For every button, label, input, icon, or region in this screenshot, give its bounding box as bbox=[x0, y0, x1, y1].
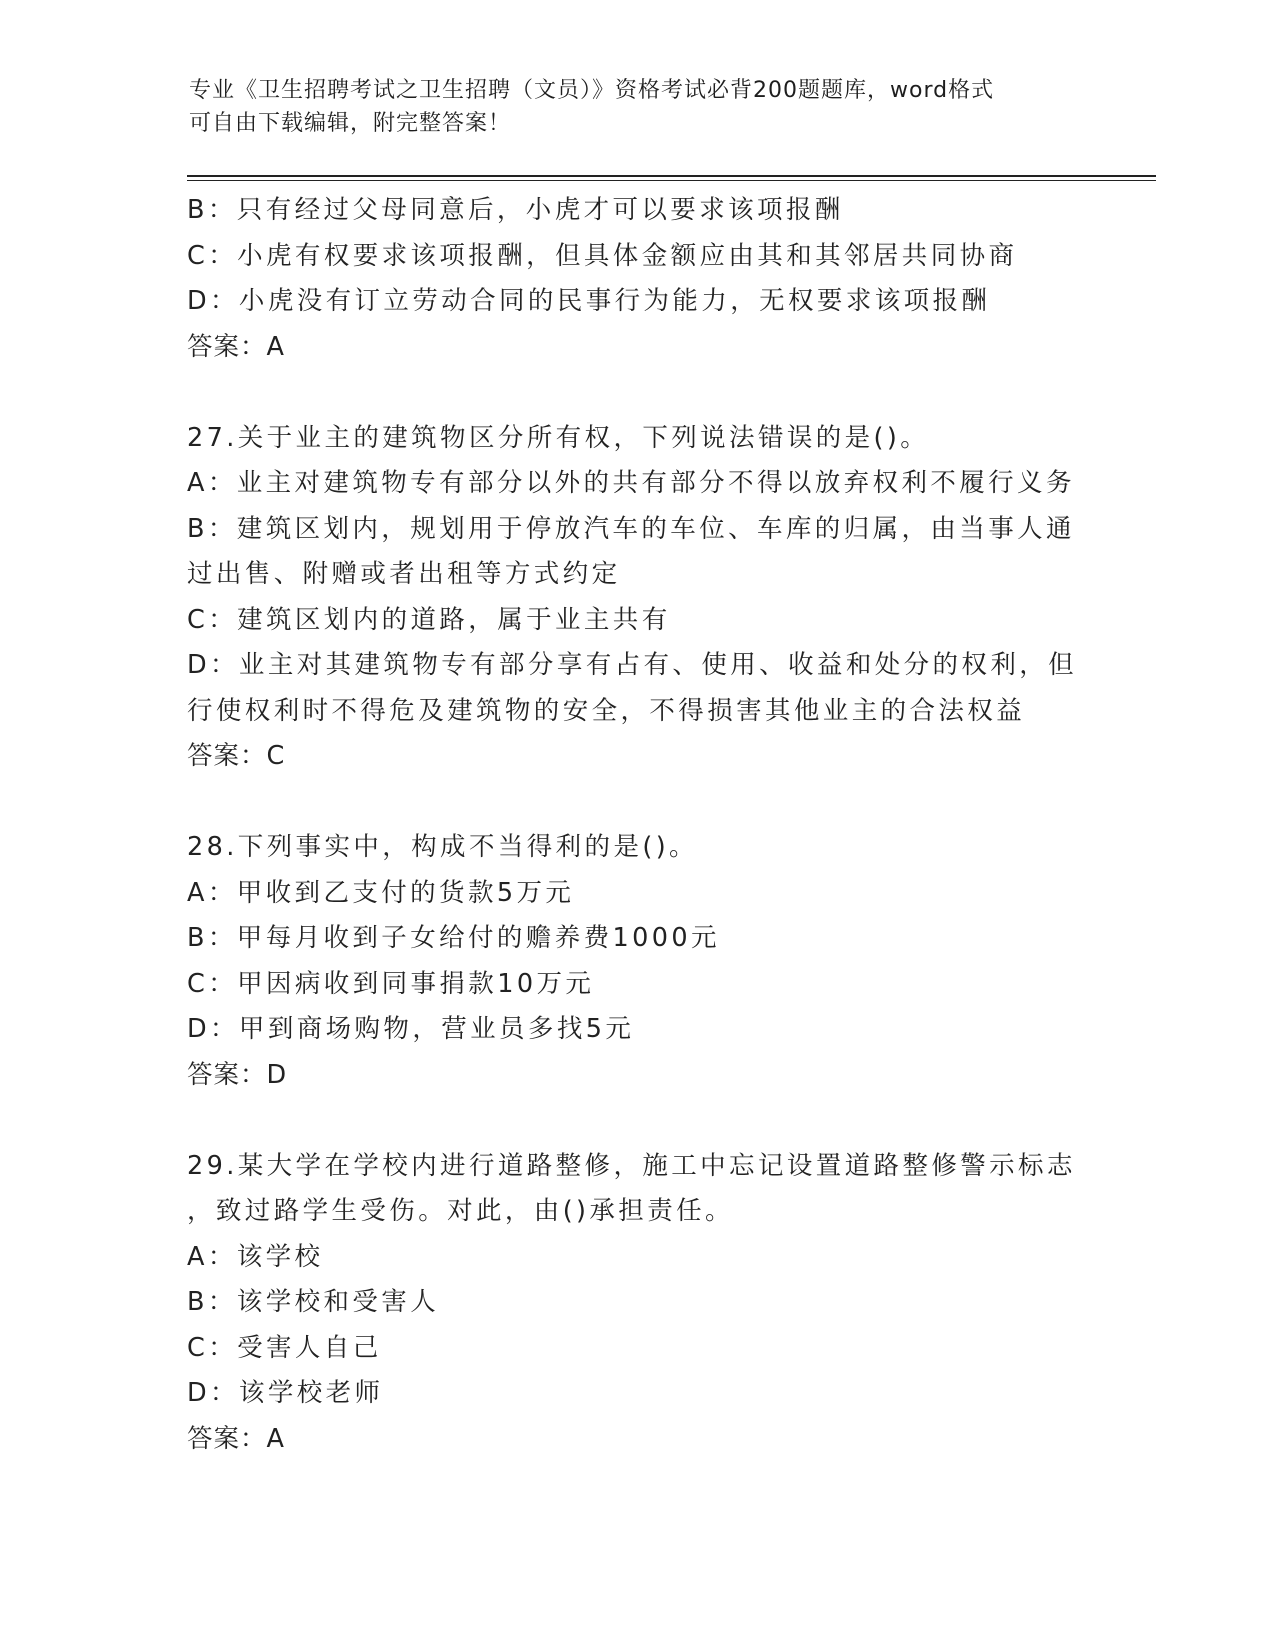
question-stem: 28.下列事实中，构成不当得利的是()。 bbox=[187, 832, 698, 862]
option-d-continued: 行使权利时不得危及建筑物的安全，不得损害其他业主的合法权益 bbox=[187, 695, 1026, 726]
option-a: A：该学校 bbox=[187, 1241, 324, 1272]
option-b: B：建筑区划内，规划用于停放汽车的车位、车库的归属，由当事人通 bbox=[187, 513, 1075, 544]
question-28 bbox=[187, 825, 1087, 1098]
header-divider-thin bbox=[187, 180, 1156, 181]
header-title-line-1: 专业《卫生招聘考试之卫生招聘（文员）》资格考试必背200题题库，word格式 bbox=[189, 78, 995, 103]
option-d: D：该学校老师 bbox=[187, 1378, 384, 1408]
option-d: D：甲到商场购物，营业员多找5元 bbox=[187, 1014, 635, 1044]
option-a: A：业主对建筑物专有部分以外的共有部分不得以放弃权利不履行义务 bbox=[187, 468, 1075, 498]
question-stem-continued: ，致过路学生受伤。对此，由()承担责任。 bbox=[187, 1196, 734, 1226]
option-b: B：只有经过父母同意后，小虎才可以要求该项报酬 bbox=[187, 195, 844, 225]
question-29 bbox=[187, 1144, 1087, 1463]
option-b-continued: 过出售、附赠或者出租等方式约定 bbox=[187, 559, 621, 589]
spacer bbox=[187, 370, 1087, 416]
spacer bbox=[187, 1098, 1087, 1144]
option-b: B：甲每月收到子女给付的赡养费1000元 bbox=[187, 923, 720, 953]
option-c: C：小虎有权要求该项报酬，但具体金额应由其和其邻居共同协商 bbox=[187, 240, 1018, 271]
question-stem: 27.关于业主的建筑物区分所有权，下列说法错误的是()。 bbox=[187, 422, 930, 453]
question-27 bbox=[187, 416, 1087, 780]
spacer bbox=[187, 780, 1087, 826]
option-d: D：小虎没有订立劳动合同的民事行为能力，无权要求该项报酬 bbox=[187, 286, 991, 316]
answer: 答案：A bbox=[187, 331, 285, 362]
answer: 答案：C bbox=[187, 741, 286, 771]
question-stem: 29.某大学在学校内进行道路整修，施工中忘记设置道路整修警示标志 bbox=[187, 1150, 1076, 1181]
option-a: A：甲收到乙支付的货款5万元 bbox=[187, 877, 575, 908]
document-header bbox=[189, 74, 1069, 140]
option-c: C：建筑区划内的道路，属于业主共有 bbox=[187, 604, 671, 635]
option-c: C：受害人自己 bbox=[187, 1332, 382, 1363]
option-c: C：甲因病收到同事捐款10万元 bbox=[187, 968, 595, 999]
question-list bbox=[187, 188, 1087, 1462]
header-title-line-2: 可自由下载编辑，附完整答案！ bbox=[189, 111, 512, 136]
question-26-continued bbox=[187, 188, 1087, 370]
answer: 答案：A bbox=[187, 1423, 285, 1454]
header-divider-thick bbox=[187, 175, 1156, 177]
answer: 答案：D bbox=[187, 1059, 288, 1090]
option-b: B：该学校和受害人 bbox=[187, 1287, 440, 1317]
option-d: D：业主对其建筑物专有部分享有占有、使用、收益和处分的权利，但 bbox=[187, 650, 1078, 680]
